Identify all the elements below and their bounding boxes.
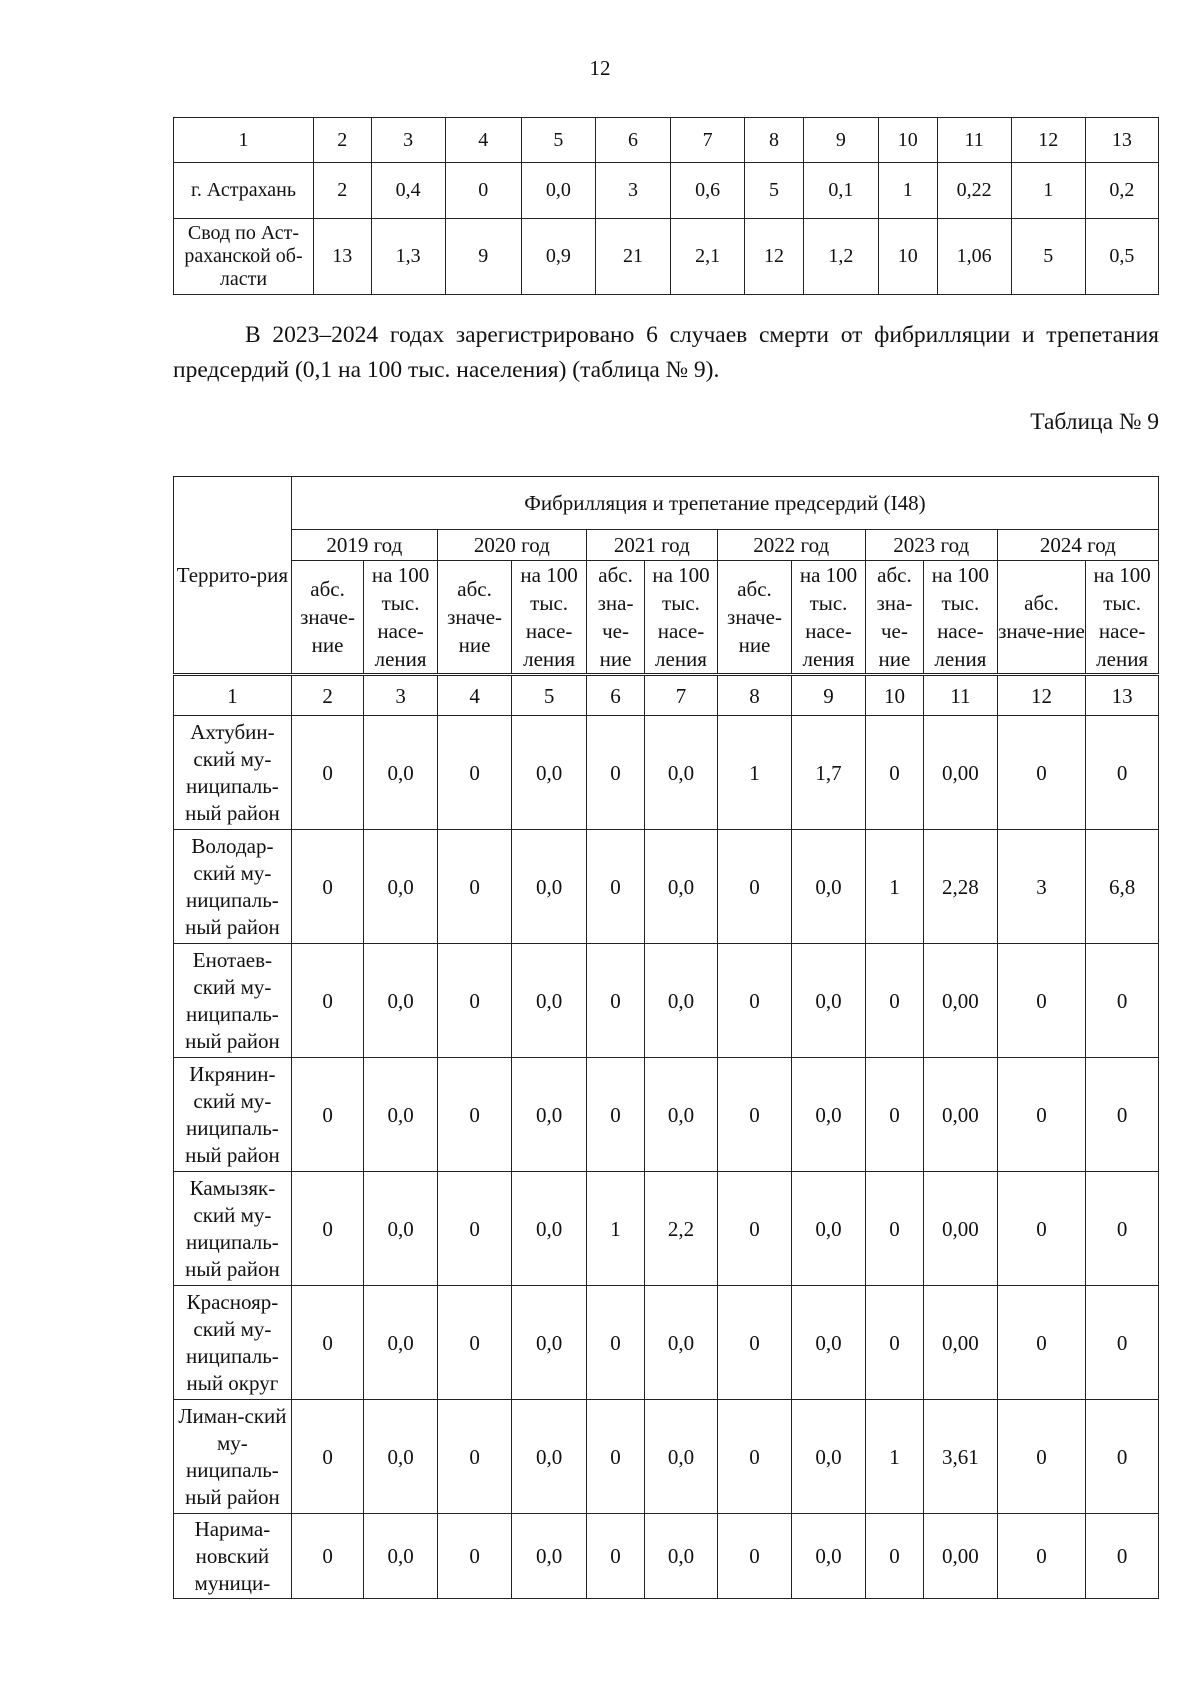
year-header: 2024 год (997, 530, 1158, 561)
table-row (174, 716, 1159, 830)
table-cell: 0 (865, 1286, 923, 1400)
table-cell: 0,0 (364, 1400, 438, 1514)
table-title: Фибрилляция и трепетание предсердий (I48) (291, 477, 1158, 530)
column-number: 10 (865, 675, 923, 716)
table-row (174, 1172, 1159, 1286)
table-cell: 0,0 (645, 1058, 718, 1172)
table-cell: 0 (717, 1514, 792, 1599)
column-number: 4 (445, 118, 521, 163)
table-cell: 1 (717, 716, 792, 830)
page-number: 12 (589, 56, 611, 80)
column-number: 12 (1011, 118, 1085, 163)
subheader: абс. значе-ние (997, 561, 1086, 675)
table-cell: 0,5 (1085, 219, 1158, 295)
table-cell: 0,00 (924, 1286, 998, 1400)
table-cell: 0,0 (364, 1058, 438, 1172)
table-cell: 0,00 (924, 1172, 998, 1286)
territory-name: Краснояр-ский му-ниципаль-ный округ (174, 1286, 292, 1400)
table-cell: 0 (437, 830, 512, 944)
table-row (174, 163, 1159, 219)
table-row (174, 830, 1159, 944)
table-cell: 0,0 (645, 1400, 718, 1514)
table-cell: 0 (717, 1400, 792, 1514)
table-cell: 0 (865, 716, 923, 830)
column-number: 3 (364, 675, 438, 716)
subheader: на 100 тыс. насе-ления (645, 561, 718, 675)
table-cell: 0,0 (512, 944, 587, 1058)
table-cell: 0,0 (364, 1514, 438, 1599)
table-cell: 0,0 (364, 716, 438, 830)
table-cell: 0,0 (645, 944, 718, 1058)
table-row (174, 1514, 1159, 1599)
table-cell: 0 (586, 830, 644, 944)
column-number: 6 (586, 675, 644, 716)
table-cell: 0,0 (645, 1286, 718, 1400)
table-cell: 1,06 (937, 219, 1011, 295)
subheader: на 100 тыс. насе-ления (1086, 561, 1159, 675)
table-cell: 0 (291, 1514, 364, 1599)
table-cell: 3 (595, 163, 670, 219)
table-cell: 10 (878, 219, 937, 295)
table-cell: 0,0 (364, 944, 438, 1058)
table-continuation (173, 117, 1159, 295)
table-cell: 0,0 (792, 944, 866, 1058)
table-row (174, 944, 1159, 1058)
table-cell: 1 (865, 1400, 923, 1514)
table-cell: 0 (1086, 1400, 1159, 1514)
column-number: 10 (878, 118, 937, 163)
table-cell: 1 (1011, 163, 1085, 219)
table-cell: 0,0 (792, 1514, 866, 1599)
table-cell: 0 (997, 944, 1086, 1058)
column-number: 11 (937, 118, 1011, 163)
column-number: 13 (1086, 675, 1159, 716)
table-row (174, 1400, 1159, 1514)
table-cell: 9 (445, 219, 521, 295)
territory-name: г. Астрахань (174, 163, 314, 219)
column-number: 2 (313, 118, 371, 163)
table-cell: 0 (586, 1286, 644, 1400)
table-cell: 0 (437, 944, 512, 1058)
table-cell: 2,1 (671, 219, 745, 295)
table-cell: 0,0 (512, 1172, 587, 1286)
table-cell: 0,2 (1085, 163, 1158, 219)
table-cell: 0 (437, 1514, 512, 1599)
table-cell: 0 (291, 944, 364, 1058)
table-cell: 0 (997, 1286, 1086, 1400)
subheader: абс. зна-че-ние (586, 561, 644, 675)
table-cell: 0 (997, 1172, 1086, 1286)
table-cell: 0 (997, 1400, 1086, 1514)
table-cell: 0 (717, 830, 792, 944)
table-cell: 0 (865, 1514, 923, 1599)
header-row (174, 477, 1159, 530)
subheader: абс. значе-ние (437, 561, 512, 675)
table-cell: 0 (291, 716, 364, 830)
table-cell: 2 (313, 163, 371, 219)
table-cell: 0,00 (924, 1058, 998, 1172)
column-number: 7 (645, 675, 718, 716)
territory-name: Володар-ский му-ниципаль-ный район (174, 830, 292, 944)
table-cell: 1,7 (792, 716, 866, 830)
table-cell: 5 (1011, 219, 1085, 295)
table-cell: 0 (437, 1058, 512, 1172)
table-cell: 0,0 (792, 1286, 866, 1400)
table-cell: 0,6 (671, 163, 745, 219)
table-cell: 0 (997, 1058, 1086, 1172)
table-9 (173, 476, 1159, 1599)
table-cell: 6,8 (1086, 830, 1159, 944)
table-cell: 2,28 (924, 830, 998, 944)
column-number: 4 (437, 675, 512, 716)
table-cell: 0 (865, 1172, 923, 1286)
column-number: 5 (512, 675, 587, 716)
table-cell: 1,2 (803, 219, 878, 295)
table-cell: 0,00 (924, 716, 998, 830)
table-cell: 0 (997, 1514, 1086, 1599)
column-number-row (174, 118, 1159, 163)
table-cell: 0,00 (924, 944, 998, 1058)
table-cell: 2,2 (645, 1172, 718, 1286)
table-cell: 0,0 (645, 830, 718, 944)
column-number: 11 (924, 675, 998, 716)
year-header: 2023 год (865, 530, 997, 561)
year-header: 2019 год (291, 530, 437, 561)
table-cell: 0,0 (364, 1172, 438, 1286)
table-cell: 0 (1086, 944, 1159, 1058)
table-cell: 0 (586, 1058, 644, 1172)
subheader: на 100 тыс. насе-ления (512, 561, 587, 675)
subheader: на 100 тыс. насе-ления (924, 561, 998, 675)
column-number: 9 (792, 675, 866, 716)
table-cell: 0,0 (512, 1286, 587, 1400)
table-cell: 0,0 (512, 1514, 587, 1599)
table-cell: 0 (291, 1058, 364, 1172)
table-cell: 0 (291, 830, 364, 944)
table-cell: 12 (745, 219, 804, 295)
table-cell: 0 (717, 1286, 792, 1400)
table-row (174, 1286, 1159, 1400)
table-cell: 0 (1086, 1286, 1159, 1400)
table-cell: 0 (291, 1286, 364, 1400)
territory-name: Лиман-ский му-ниципаль-ный район (174, 1400, 292, 1514)
table-cell: 0,0 (792, 1058, 866, 1172)
table-cell: 0,1 (803, 163, 878, 219)
table-cell: 0 (997, 716, 1086, 830)
table-cell: 0 (1086, 1172, 1159, 1286)
table-cell: 3,61 (924, 1400, 998, 1514)
subheader: на 100 тыс. насе-ления (792, 561, 866, 675)
table-cell: 0,0 (645, 716, 718, 830)
year-header: 2020 год (437, 530, 586, 561)
table-cell: 0 (586, 716, 644, 830)
table-cell: 0,00 (924, 1514, 998, 1599)
subheader: абс. зна-че-ние (865, 561, 923, 675)
table-caption: Таблица № 9 (1030, 409, 1159, 435)
territory-name: Камызяк-ский му-ниципаль-ный район (174, 1172, 292, 1286)
table-cell: 0 (586, 1400, 644, 1514)
year-header: 2022 год (717, 530, 865, 561)
column-number: 1 (174, 118, 314, 163)
territory-name: Енотаев-ский му-ниципаль-ный район (174, 944, 292, 1058)
territory-name: Свод по Аст-раханской об-ласти (174, 219, 314, 295)
territory-name: Икрянин-ский му-ниципаль-ный район (174, 1058, 292, 1172)
column-number: 3 (371, 118, 445, 163)
table-cell: 21 (595, 219, 670, 295)
table-cell: 0 (437, 1286, 512, 1400)
table-cell: 0 (586, 944, 644, 1058)
column-number: 8 (745, 118, 804, 163)
table-cell: 0 (717, 1058, 792, 1172)
table-cell: 0 (445, 163, 521, 219)
table-cell: 0 (1086, 1058, 1159, 1172)
table-cell: 0,0 (364, 830, 438, 944)
table-cell: 0,0 (512, 716, 587, 830)
year-row (174, 530, 1159, 561)
table-cell: 0 (291, 1172, 364, 1286)
column-number: 13 (1085, 118, 1158, 163)
table-cell: 1 (586, 1172, 644, 1286)
table-cell: 0,0 (792, 830, 866, 944)
table-cell: 0 (291, 1400, 364, 1514)
table-cell: 3 (997, 830, 1086, 944)
column-number: 12 (997, 675, 1086, 716)
table-cell: 0 (437, 716, 512, 830)
table-cell: 0 (437, 1400, 512, 1514)
body-paragraph: В 2023–2024 годах зарегистрировано 6 случаев смерти от фибрилляции и трепетания предсердий (0,1 на 100 тыс. населения) (таблица № 9). (173, 322, 1159, 383)
table-cell: 13 (313, 219, 371, 295)
table-cell: 0 (1086, 716, 1159, 830)
table-cell: 0 (1086, 1514, 1159, 1599)
territory-header: Террито-рия (174, 477, 292, 675)
table-cell: 0 (586, 1514, 644, 1599)
territory-name: Нарима-новский муници- (174, 1514, 292, 1599)
column-number: 7 (671, 118, 745, 163)
table-cell: 0,4 (371, 163, 445, 219)
subheader: абс. значе-ние (717, 561, 792, 675)
column-number: 8 (717, 675, 792, 716)
table-cell: 0,0 (512, 830, 587, 944)
table-cell: 0,0 (792, 1400, 866, 1514)
column-number: 2 (291, 675, 364, 716)
table-cell: 0,0 (792, 1172, 866, 1286)
year-header: 2021 год (586, 530, 717, 561)
column-number: 1 (174, 675, 292, 716)
table-cell: 1 (878, 163, 937, 219)
table-row (174, 219, 1159, 295)
table-cell: 5 (745, 163, 804, 219)
table-cell: 0,22 (937, 163, 1011, 219)
table-cell: 0,0 (521, 163, 595, 219)
subheader: на 100 тыс. насе-ления (364, 561, 438, 675)
table-cell: 0,0 (512, 1058, 587, 1172)
table-cell: 0,9 (521, 219, 595, 295)
table-cell: 0 (717, 944, 792, 1058)
table-cell: 0 (865, 1058, 923, 1172)
column-number: 5 (521, 118, 595, 163)
subheader-row (174, 561, 1159, 675)
column-number: 9 (803, 118, 878, 163)
column-number: 6 (595, 118, 670, 163)
table-row (174, 1058, 1159, 1172)
column-number-row (174, 675, 1159, 716)
table-cell: 0 (437, 1172, 512, 1286)
table-cell: 0 (865, 944, 923, 1058)
table-cell: 0 (717, 1172, 792, 1286)
table-cell: 0,0 (645, 1514, 718, 1599)
table-cell: 0,0 (364, 1286, 438, 1400)
table-cell: 1 (865, 830, 923, 944)
table-cell: 1,3 (371, 219, 445, 295)
territory-name: Ахтубин-ский му-ниципаль-ный район (174, 716, 292, 830)
subheader: абс. значе-ние (291, 561, 364, 675)
table-cell: 0,0 (512, 1400, 587, 1514)
